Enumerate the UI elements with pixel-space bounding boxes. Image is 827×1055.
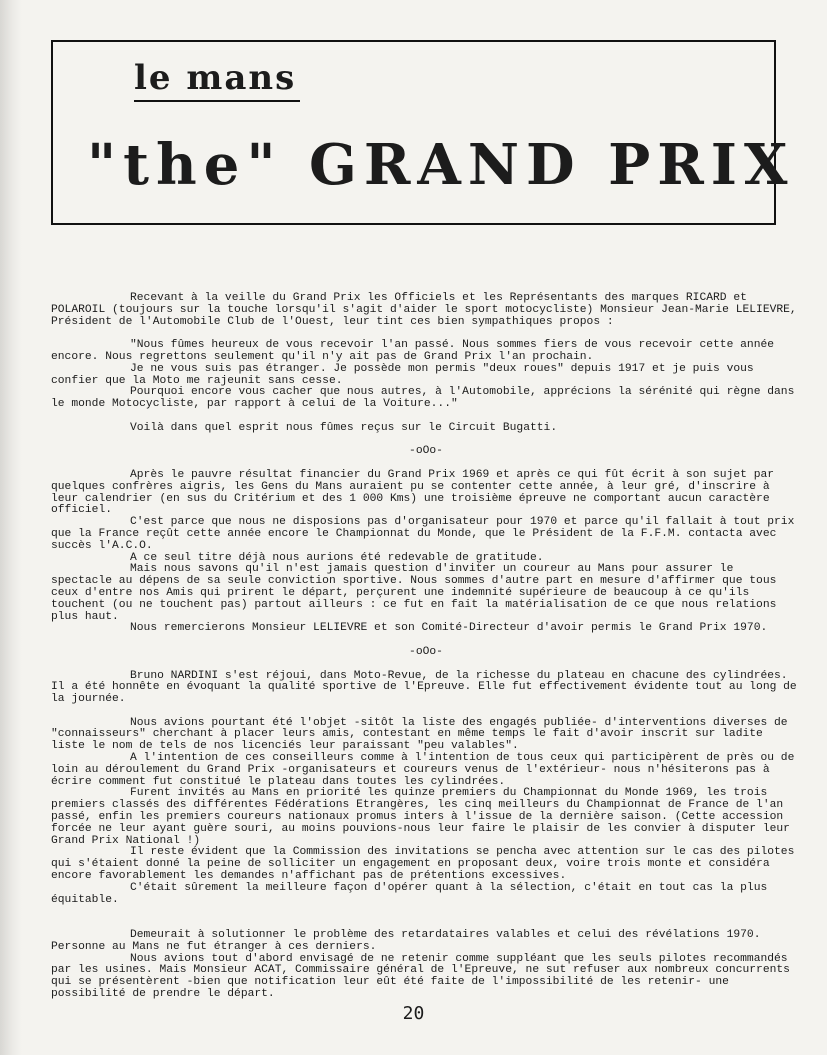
paragraph: A l'intention de ces conseilleurs comme à l'intention de tous ceux qui participèrent de près ou de loin au déroulement du Grand Prix -organisateurs et coureurs venus de l'extérieur- nous n'hésiterons pas à écrire comment fut constitué le plateau dans toutes les cylindrées. bbox=[51, 752, 795, 788]
kicker-heading: le mans bbox=[134, 56, 300, 102]
paragraph: C'est parce que nous ne disposions pas d'organisateur pour 1970 et parce qu'il fallait à tout prix que la France reçût cette année encore le Championnat du Monde, que le Président de la F.F.M. contacta avec succès l'A.C.O. bbox=[51, 516, 795, 552]
page-number: 20 bbox=[402, 1003, 425, 1024]
paragraph: Voilà dans quel esprit nous fûmes reçus sur le Circuit Bugatti. bbox=[130, 421, 558, 434]
paragraph: Il reste évident que la Commission des invitations se pencha avec attention sur le cas des pilotes qui s'étaient donné la peine de solliciter un engagement en proposant deux, voire trois monte et considéra encore favorablement les demandes n'affichant pas de prétentions excessives. bbox=[51, 846, 795, 883]
paragraph: Bruno NARDINI s'est réjoui, dans Moto-Revue, de la richesse du plateau en chacune des cylindrées. Il a été honnête en évoquant la qualité sportive de l'Epreuve. Elle fut effectivement évidente tout au long de la journée. bbox=[51, 669, 797, 706]
section-separator: -oOo- bbox=[409, 645, 443, 658]
paragraph: Mais nous savons qu'il n'est jamais question d'inviter un coureur au Mans pour assurer le spectacle au dépens de sa seule conviction sportive. Nous sommes d'autre part en mesure d'affirmer que tous ceux d'entre nos Amis qui prirent le départ, perçurent une indemnité supérieure de beaucoup à ce qu'ils touchent (ou ne touchent pas) partout ailleurs : ce fut en fait la matérialisation de ce que nous relations plus haut. bbox=[51, 563, 777, 623]
paragraph: Nous avions tout d'abord envisagé de ne retenir comme suppléant que les seuls pilotes recommandés par les usines. Mais Monsieur ACAT, Commissaire général de l'Epreuve, ne sut refuser aux nombreux concurrents qui se présentèrent -bien que notification leur eût été faite de l'impossibilité de les retenir- une possibilité de prendre le départ. bbox=[51, 952, 790, 1001]
paragraph: Demeurait à solutionner le problème des retardataires valables et celui des révélations 1970. Personne au Mans ne fut étranger à ces derniers. bbox=[51, 929, 761, 953]
paragraph-quote: Je ne vous suis pas étranger. Je possède mon permis "deux roues" depuis 1917 et je puis vous confier que la Moto me rajeunit sans cesse. bbox=[51, 362, 754, 387]
paragraph: Nous remercierons Monsieur LELIEVRE et son Comité-Directeur d'avoir permis le Grand Prix 1970. bbox=[130, 622, 768, 635]
section-separator: -oOo- bbox=[409, 445, 443, 458]
title-box bbox=[51, 40, 795, 225]
paragraph: Furent invités au Mans en priorité les quinze premiers du Championnat du Monde 1969, les trois premiers classés des différentes Fédérations Etrangères, les cinq meilleurs du Championnat de France de l'an passé, enfin les premiers coureurs nationaux promus inters à l'issue de la dernière saison. (Cette accession forcée ne leur ayant guère souri, au moins pouvions-nous leur faire le plaisir de les convier à disputer leur Grand Prix National !) bbox=[51, 787, 790, 847]
paragraph: C'était sûrement la meilleure façon d'opérer quant à la sélection, c'était en tout cas la plus équitable. bbox=[51, 881, 768, 906]
paragraph: Recevant à la veille du Grand Prix les Officiels et les Représentants des marques RICARD et POLAROIL (toujours sur la touche lorsqu'il s'agit d'aider le sport motocycliste) Monsieur Jean-Marie LELIEVRE, Président de l'Automobile Club de l'Ouest, leur tint ces bien sympathiques propos : bbox=[51, 292, 797, 328]
main-headline: "the" GRAND PRIX bbox=[87, 132, 795, 198]
paragraph-quote: Pourquoi encore vous cacher que nous autres, à l'Automobile, apprécions la sérénité qui règne dans le monde Motocycliste, par rapport à celui de la Voiture..." bbox=[51, 386, 795, 411]
article-body bbox=[51, 293, 801, 1001]
paragraph: A ce seul titre déjà nous aurions été redevable de gratitude. bbox=[130, 551, 544, 564]
paragraph: Nous avions pourtant été l'objet -sitôt la liste des engagés publiée- d'interventions diverses de "connaisseurs" cherchant à placer leurs amis, contestant en même temps le fait d'avoir inscrit sur ladite liste le nom de tels de nos licenciés leur paraissant "peu valables". bbox=[51, 716, 788, 753]
page-edge-shadow bbox=[0, 0, 22, 1055]
paragraph: Après le pauvre résultat financier du Grand Prix 1969 et après ce qui fût écrit à son sujet par quelques confrères aigris, les Gens du Mans auraient pu se contenter cette année, à leur gré, d'inscrire à leur calendrier (en sus du Critérium et des 1 000 Kms) une troisième épreuve ne comportant aucun caractère officiel. bbox=[51, 468, 775, 517]
paragraph-quote: "Nous fûmes heureux de vous recevoir l'an passé. Nous sommes fiers de vous recevoir cette année encore. Nous regrettons seulement qu'il n'y ait pas de Grand Prix l'an prochain. bbox=[51, 339, 775, 363]
